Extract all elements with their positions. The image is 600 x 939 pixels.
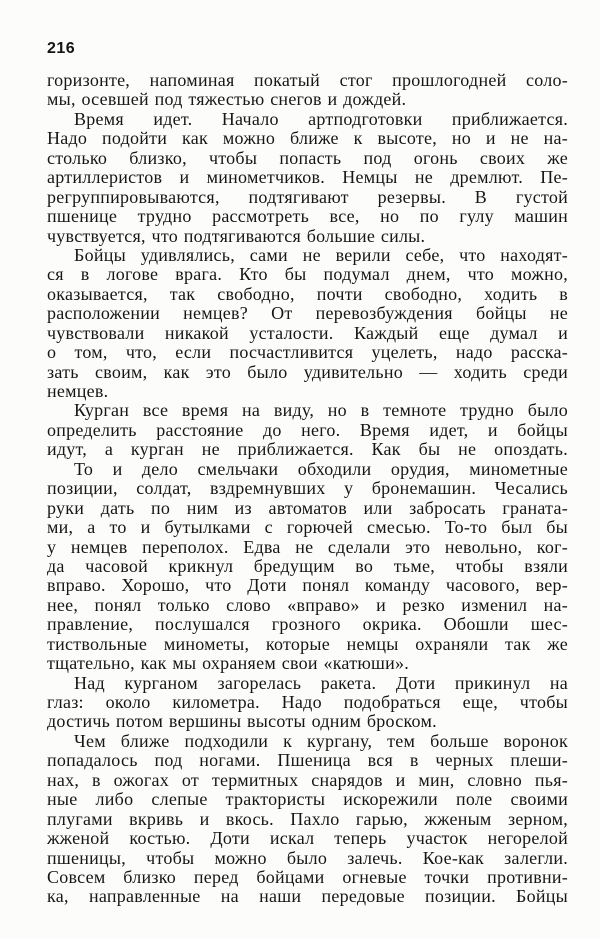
text-line: попадалось под ногами. Пшеница вся в черных плеши- — [47, 750, 568, 771]
text-line: Надо подойти как можно ближе к высоте, но и не на- — [47, 128, 568, 149]
text-line: зать своим, как это было удивительно — ходить среди — [47, 361, 568, 382]
text-line: да часовой крикнул бредущим во тьме, чтобы взяли — [47, 555, 568, 576]
text-line: идут, а курган не приближается. Как бы не опоздать. — [47, 439, 568, 460]
text-line: Время идет. Начало артподготовки приближается. — [74, 108, 568, 129]
text-block — [47, 71, 568, 907]
text-line: Чем ближе подходили к кургану, тем больше воронок — [74, 730, 568, 751]
text-line: ся в логове врага. Кто бы подумал днем, что можно, — [47, 264, 568, 285]
text-line: о том, что, если посчастливится уцелеть, надо расска- — [47, 342, 568, 363]
text-line: тиствольные минометы, которые немцы охраняли так же — [47, 633, 568, 654]
text-line: тщательно, как мы охраняем свои «катюши». — [47, 653, 410, 674]
page-number: 216 — [47, 40, 76, 57]
text-line: ми, а то и бутылками с горючей смесью. То-то был бы — [47, 517, 568, 538]
text-line: немцев. — [47, 381, 109, 401]
text-line: жженой костью. Доти искал теперь участок негорелой — [47, 828, 568, 849]
text-line: То и дело смельчаки обходили орудия, минометные — [74, 458, 568, 479]
text-line: вправо. Хорошо, что Доти понял команду часового, вер- — [47, 575, 568, 596]
text-line: позиции, солдат, вздремнувших у бронемашин. Чесались — [47, 478, 568, 499]
text-line: артиллеристов и минометчиков. Немцы не дремлют. Пе- — [47, 167, 568, 188]
text-line: руки дать по ним из автоматов или забросать граната- — [47, 497, 568, 518]
text-line: расположении немцев? От перевозбуждения бойцы не — [47, 303, 568, 324]
text-line: чувствуется, что подтягиваются большие силы. — [47, 225, 426, 246]
text-line: Над курганом загорелась ракета. Доти прикинул на — [74, 672, 568, 693]
text-line: Бойцы удивлялись, сами не верили себе, что находят- — [74, 244, 568, 265]
text-line: ка, направленные на наши передовые позиции. Бойцы — [47, 886, 568, 907]
text-line: правление, послушался грозного окрика. Обошли шес- — [47, 614, 568, 635]
text-line: нее, понял только слово «вправо» и резко изменил на- — [47, 594, 568, 615]
text-line: глаз: около километра. Надо подобраться еще, чтобы — [47, 692, 568, 712]
text-line: Курган все время на виду, но в темноте трудно было — [74, 400, 568, 421]
text-line: столько близко, чтобы попасть под огонь своих же — [47, 147, 568, 168]
text-line: нах, в ожогах от термитных снарядов и мин, словно пья- — [47, 769, 568, 790]
text-line: у немцев переполох. Едва не сделали это невольно, ког- — [47, 536, 568, 557]
text-line: Совсем близко перед бойцами огневые точки противни- — [47, 866, 568, 887]
text-line: горизонте, напоминая покатый стог прошлогодней соло- — [47, 70, 568, 90]
text-line: достичь потом вершины высоты одним броском. — [47, 711, 437, 732]
text-line: пшенице трудно рассмотреть все, но по гулу машин — [47, 206, 568, 227]
text-line: оказывается, так свободно, почти свободно, ходить в — [47, 283, 568, 304]
text-line: мы, осевшей под тяжестью снегов и дождей. — [47, 89, 407, 110]
text-line: определить расстояние до него. Время идет, и бойцы — [47, 419, 568, 440]
text-line: плугами вкривь и вкось. Пахло гарью, жженым зерном, — [47, 808, 568, 829]
text-line: регруппировываются, подтягивают резервы. В густой — [47, 186, 568, 207]
text-line: ные либо слепые трактористы искорежили поле своими — [47, 789, 568, 810]
text-line: чувствовали никакой усталости. Каждый еще думал и — [47, 322, 568, 343]
text-line: пшеницы, чтобы можно было залечь. Кое-как залегли. — [47, 847, 568, 868]
